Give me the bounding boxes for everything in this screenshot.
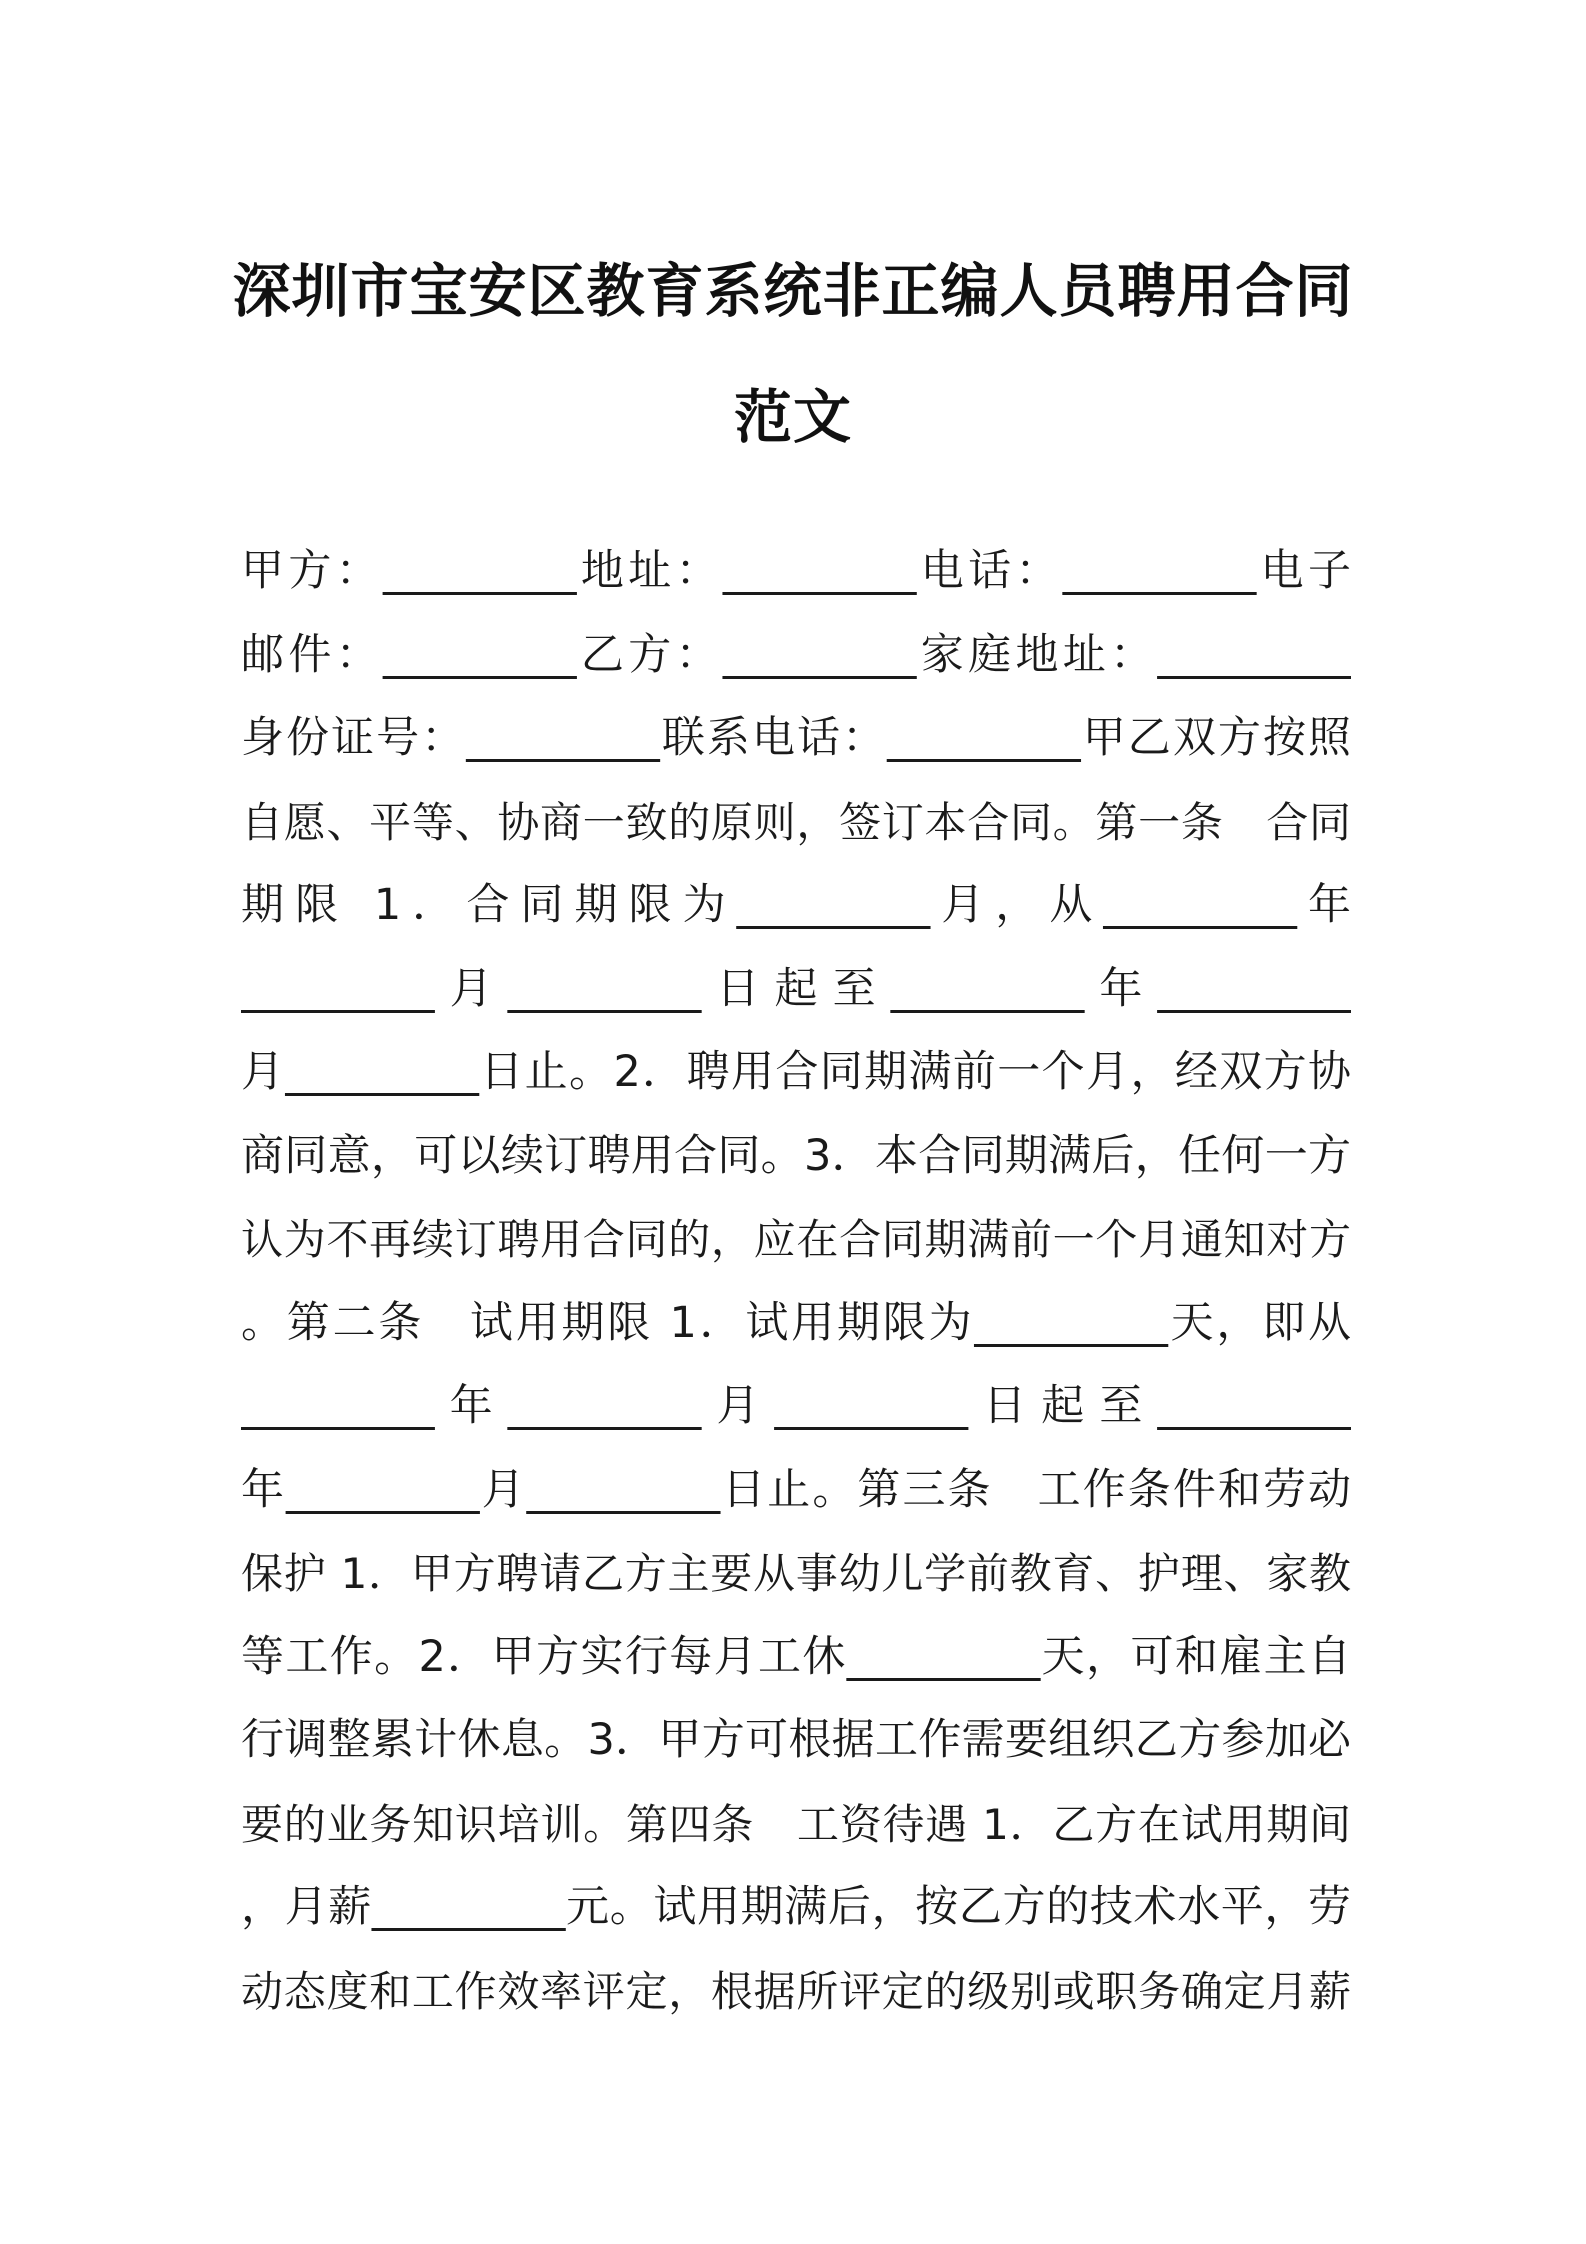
body-line: 行调整累计休息。3．甲方可根据工作需要组织乙方参加必 bbox=[241, 1715, 1351, 1765]
body-line: 年_________月_________日止。第三条 工作条件和劳动 bbox=[241, 1464, 1351, 1515]
body-line: 自愿、平等、协商一致的原则，签订本合同。第一条 合同 bbox=[241, 797, 1351, 847]
body-line: 商同意，可以续订聘用合同。3．本合同期满后，任何一方 bbox=[241, 1130, 1351, 1181]
body-line: 保护 1．甲方聘请乙方主要从事幼儿学前教育、护理、家教 bbox=[241, 1549, 1351, 1598]
body-line: 认为不再续订聘用合同的，应在合同期满前一个月通知对方 bbox=[241, 1215, 1351, 1264]
body-line: _________年_________月_________日起至_________ bbox=[241, 1381, 1351, 1431]
contract-body bbox=[241, 530, 1351, 2033]
body-line: 邮件：_________乙方：_________家庭地址：_________ bbox=[241, 629, 1351, 680]
body-line: 甲方：_________地址：_________电话：_________电子 bbox=[241, 546, 1351, 596]
body-line: _________月_________日起至_________年_________ bbox=[241, 963, 1351, 1014]
body-line: 等工作。2．甲方实行每月工休_________天，可和雇主自 bbox=[241, 1631, 1351, 1682]
body-line: 要的业务知识培训。第四条 工资待遇 1．乙方在试用期间 bbox=[241, 1799, 1351, 1849]
body-line: 月_________日止。2．聘用合同期满前一个月，经双方协 bbox=[241, 1047, 1351, 1097]
document-title-line-1: 深圳市宝安区教育系统非正编人员聘用合同 bbox=[232, 257, 1354, 325]
body-line: 身份证号：_________联系电话：_________甲乙双方按照 bbox=[241, 713, 1351, 763]
document-title-line-2: 范文 bbox=[733, 383, 852, 451]
body-line: 。第二条 试用期限 1．试用期限为_________天，即从 bbox=[241, 1297, 1351, 1348]
body-line: ，月薪_________元。试用期满后，按乙方的技术水平，劳 bbox=[241, 1882, 1351, 1932]
body-line: 动态度和工作效率评定，根据所评定的级别或职务确定月薪 bbox=[241, 1966, 1351, 2016]
body-line: 期限 1．合同期限为_________月，从_________年 bbox=[241, 880, 1351, 930]
